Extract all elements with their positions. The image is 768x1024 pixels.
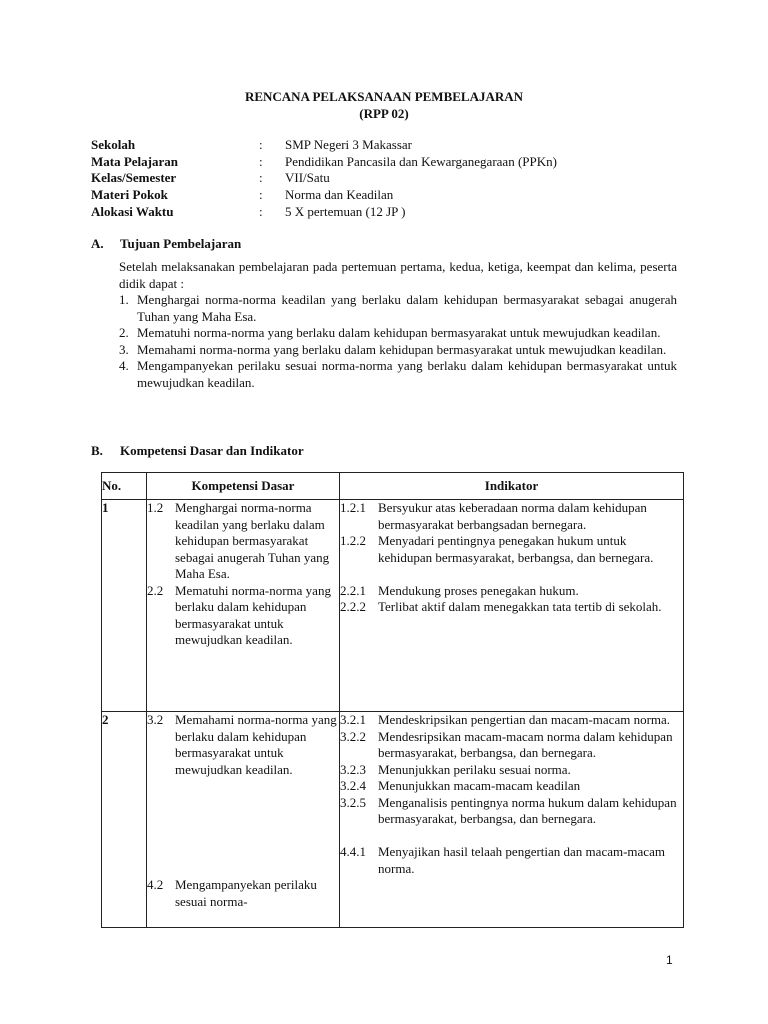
indicator-number: 1.2.1 [340,500,366,515]
competency-table [101,472,684,928]
indicator-text: Menunjukkan macam-macam keadilan [378,778,581,793]
indicator-number: 3.2.2 [340,728,366,744]
kd-cell [147,712,340,928]
info-label: Kelas/Semester [91,170,177,186]
row-number: 2 [102,712,147,928]
kd-text: Mematuhi norma-norma yang berlaku dalam kehidupan bermasyarakat untuk mewujudkan keadilan. [175,582,331,647]
info-row-subject [91,154,691,171]
kd-cell [147,500,340,712]
indicator-item [340,795,683,828]
info-row-time [91,204,691,221]
indicator-number: 3.2.5 [340,794,366,810]
indicator-text: Menyajikan hasil telaah pengertian dan macam-macam norma. [378,844,665,876]
info-block [91,137,691,220]
list-item [119,358,677,391]
indicator-cell [340,712,684,928]
list-number: 3. [119,341,129,357]
list-item [119,292,677,325]
indicator-text: Bersyukur atas keberadaan norma dalam kehidupan bermasyarakat berbangsadan bernegara. [378,500,647,532]
list-number: 1. [119,292,129,307]
list-number: 2. [119,325,129,340]
info-colon: : [259,203,263,219]
indicator-number: 3.2.1 [340,712,366,727]
info-value: Norma dan Keadilan [285,187,394,203]
indicator-item [340,712,683,729]
list-text: Memahami norma-norma yang berlaku dalam kehidupan bermasyarakat untuk mewujudkan keadilan. [137,341,667,357]
indicator-item [340,844,683,877]
list-text: Mengampanyekan perilaku sesuai norma-norma yang berlaku dalam kehidupan bermasyarakat untuk mewujudkan keadilan. [137,358,677,390]
indicator-text: Menyadari pentingnya penegakan hukum untuk kehidupan bermasyarakat, berbangsa, dan bernegara. [378,533,654,565]
kd-item [147,877,339,910]
indicator-text: Mendeskripsikan pengertian dan macam-macam norma. [378,712,671,727]
kd-text: Memahami norma-norma yang berlaku dalam kehidupan bermasyarakat untuk mewujudkan keadilan. [175,712,337,777]
indicator-number: 3.2.4 [340,778,366,793]
indicator-cell [340,500,684,712]
indicator-number: 2.2.2 [340,599,366,614]
list-item [119,342,677,359]
section-b-heading [91,443,304,460]
info-label: Materi Pokok [91,187,168,203]
kd-text: Mengampanyekan perilaku sesuai norma- [175,877,317,909]
info-label: Alokasi Waktu [91,203,174,219]
kd-number: 3.2 [147,712,164,727]
info-row-school [91,137,691,154]
list-text: Mematuhi norma-norma yang berlaku dalam kehidupan bermasyarakat untuk mewujudkan keadilan. [137,325,661,340]
kd-number: 2.2 [147,582,164,598]
indicator-text: Menunjukkan perilaku sesuai norma. [378,761,571,777]
info-colon: : [259,187,263,203]
kd-item [147,583,339,649]
indicator-item [340,762,683,779]
info-colon: : [259,153,263,169]
indicator-item [340,778,683,795]
section-letter: A. [91,236,104,251]
info-colon: : [259,137,263,152]
kd-text: Menghargai norma-norma keadilan yang berlaku dalam kehidupan bermasyarakat sebagai anugerah Tuhan yang Maha Esa. [175,500,330,581]
kd-item [147,712,339,778]
kd-item [147,500,339,583]
list-text: Menghargai norma-norma keadilan yang berlaku dalam kehidupan bermasyarakat sebagai anugerah Tuhan yang Maha Esa. [137,292,677,324]
title-line-1: RENCANA PELAKSANAAN PEMBELAJARAN [244,89,524,104]
table-row [102,500,684,712]
objectives-list [119,292,677,391]
list-item [119,325,677,342]
indicator-number: 1.2.2 [340,533,366,548]
kd-number: 1.2 [147,500,164,515]
indicator-item [340,500,683,533]
section-a-heading [91,236,241,253]
page-number: 1 [666,953,673,967]
row-number: 1 [102,500,147,712]
header-no: No. [102,473,147,500]
indicator-number: 2.2.1 [340,582,366,598]
indicator-number: 4.4.1 [340,844,366,859]
section-title: Kompetensi Dasar dan Indikator [120,443,304,458]
info-value: 5 X pertemuan (12 JP ) [285,203,406,219]
info-label: Mata Pelajaran [91,153,179,169]
section-title: Tujuan Pembelajaran [120,236,242,251]
info-value: VII/Satu [285,170,330,186]
indicator-item [340,533,683,566]
header-indikator: Indikator [340,473,684,500]
document-title [0,88,768,122]
header-kompetensi-dasar: Kompetensi Dasar [147,473,340,500]
indicator-number: 3.2.3 [340,761,366,777]
info-value: Pendidikan Pancasila dan Kewarganegaraan (PPKn) [285,153,557,169]
section-letter: B. [91,443,103,458]
info-label: Sekolah [91,137,136,152]
objectives-intro: Setelah melaksanakan pembelajaran pada pertemuan pertama, kedua, ketiga, keempat dan kelima, peserta didik dapat : [119,259,677,291]
indicator-text: Mendesripsikan macam-macam norma dalam kehidupan bermasyarakat, berbangsa, dan bernegara. [378,728,673,760]
info-row-class [91,170,691,187]
indicator-item [340,729,683,762]
list-number: 4. [119,358,129,373]
info-colon: : [259,170,263,186]
indicator-text: Menganalisis pentingnya norma hukum dalam kehidupan bermasyarakat, berbangsa, dan bernegara. [378,794,677,826]
indicator-item [340,583,683,600]
info-value: SMP Negeri 3 Makassar [285,137,412,152]
indicator-text: Mendukung proses penegakan hukum. [378,582,579,598]
indicator-item [340,599,683,616]
title-line-2: (RPP 02) [359,106,409,121]
table-row [102,712,684,928]
kd-number: 4.2 [147,877,164,892]
indicator-text: Terlibat aktif dalam menegakkan tata tertib di sekolah. [378,599,662,614]
info-row-topic [91,187,691,204]
table-header-row [102,473,684,500]
